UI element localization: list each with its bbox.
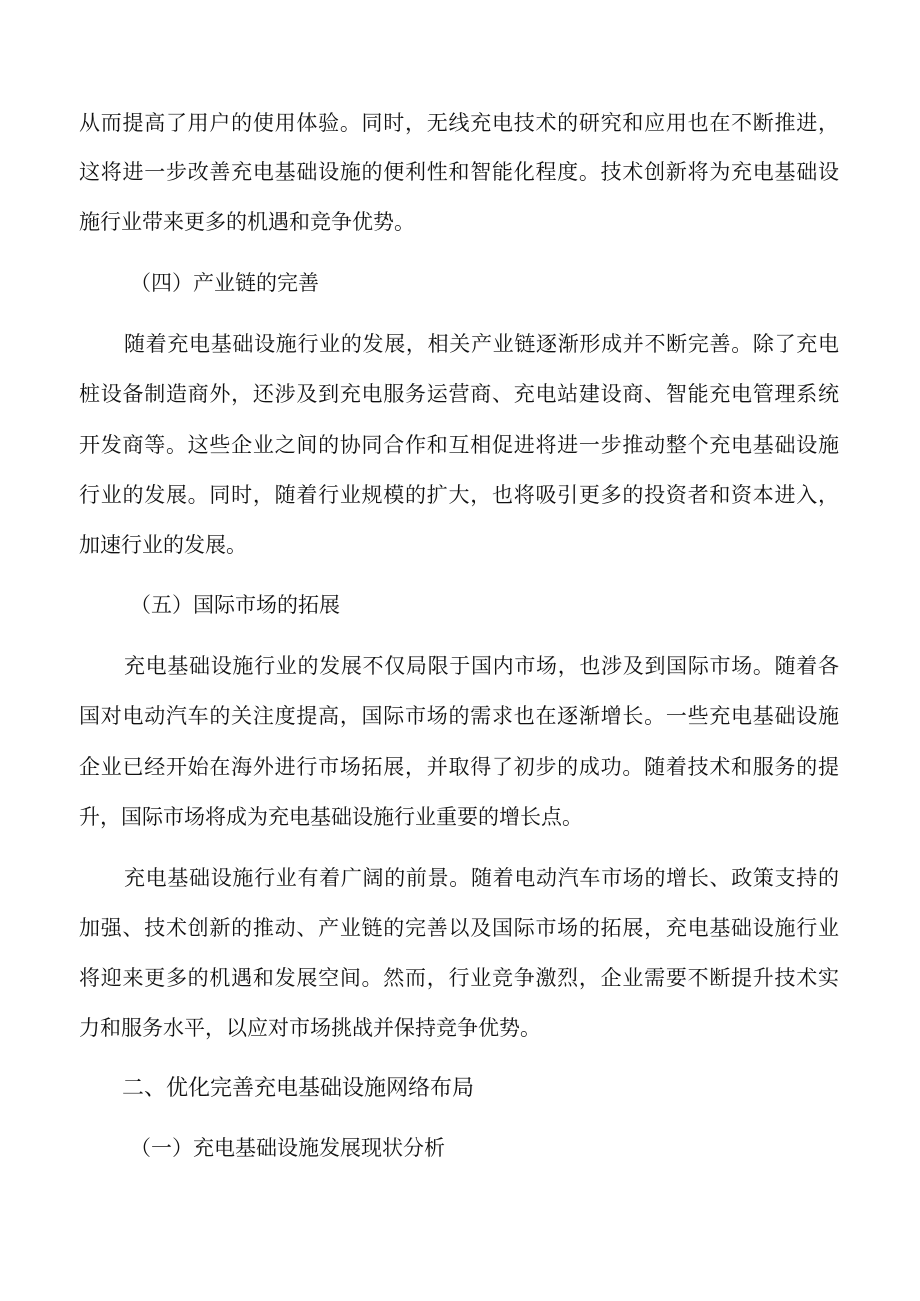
paragraph-line: 充电基础设施行业有着广阔的前景。随着电动汽车市场的增长、政策支持的 [124,866,839,890]
paragraph-line: 力和服务水平，以应对市场挑战并保持竞争优势。 [79,1016,541,1040]
paragraph-line: 将迎来更多的机遇和发展空间。然而，行业竞争激烈，企业需要不断提升技术实 [79,966,839,990]
paragraph-line: 升，国际市场将成为充电基础设施行业重要的增长点。 [79,805,583,829]
chapter-heading: 二、优化完善充电基础设施网络布局 [122,1076,475,1101]
paragraph-line: 开发商等。这些企业之间的协同合作和互相促进将进一步推动整个充电基础设施 [79,433,839,457]
paragraph-line: 随着充电基础设施行业的发展，相关产业链逐渐形成并不断完善。除了充电 [124,332,839,356]
paragraph-line: 施行业带来更多的机遇和竞争优势。 [79,210,415,234]
paragraph-line: 从而提高了用户的使用体验。同时，无线充电技术的研究和应用也在不断推进， [79,111,839,135]
paragraph-line: 这将进一步改善充电基础设施的便利性和智能化程度。技术创新将为充电基础设 [79,160,839,184]
paragraph-line: 充电基础设施行业的发展不仅局限于国内市场，也涉及到国际市场。随着各 [124,654,839,678]
paragraph-line: 加强、技术创新的推动、产业链的完善以及国际市场的拓展，充电基础设施行业 [79,916,839,940]
paragraph-line: 加速行业的发展。 [79,533,247,557]
paragraph-line: 企业已经开始在海外进行市场拓展，并取得了初步的成功。随着技术和服务的提 [79,755,839,779]
section-heading: （四）产业链的完善 [130,271,319,295]
section-heading: （一）充电基础设施发展现状分析 [130,1136,445,1160]
paragraph-line: 国对电动汽车的关注度提高，国际市场的需求也在逐渐增长。一些充电基础设施 [79,704,839,728]
paragraph-line: 桩设备制造商外，还涉及到充电服务运营商、充电站建设商、智能充电管理系统 [79,382,839,406]
paragraph-line: 行业的发展。同时，随着行业规模的扩大，也将吸引更多的投资者和资本进入， [79,483,839,507]
section-heading: （五）国际市场的拓展 [130,593,340,617]
